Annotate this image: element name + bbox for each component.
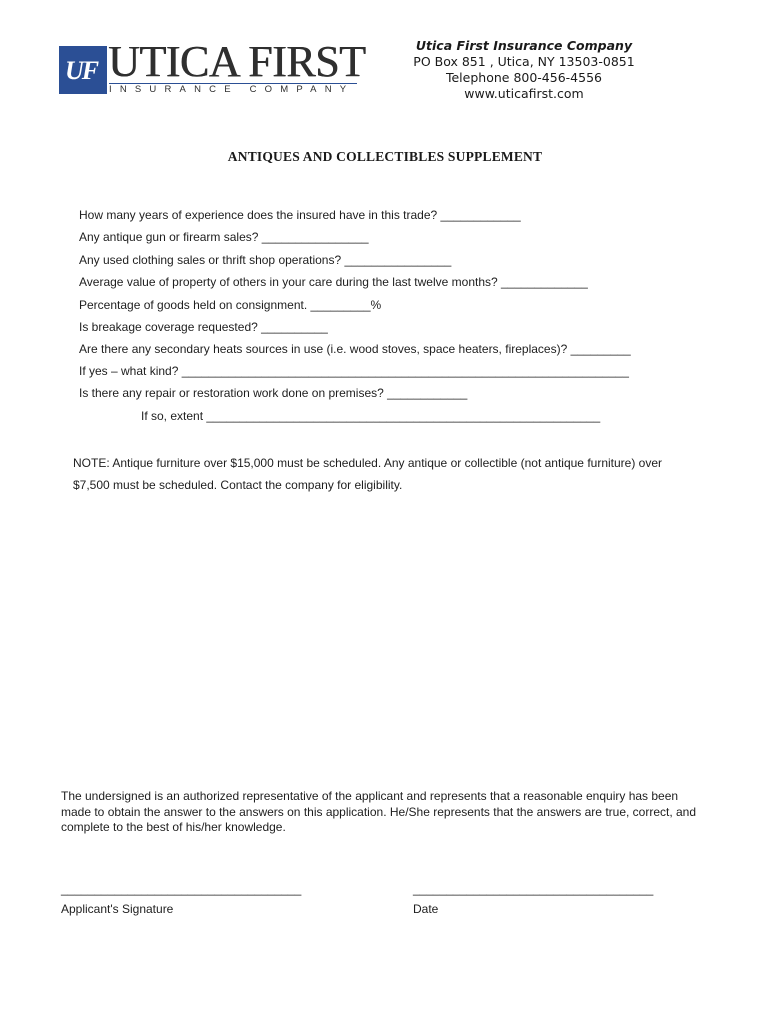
- company-telephone: Telephone 800-456-4556: [445, 70, 602, 85]
- date-field[interactable]: ____________________________________: [413, 882, 654, 896]
- question-secondary-heat[interactable]: Are there any secondary heats sources in use (i.e. wood stoves, space heaters, fireplaces)? _________: [79, 342, 631, 356]
- scheduling-note: [73, 452, 713, 496]
- question-heat-kind[interactable]: If yes – what kind? ___________________________________________________________________: [79, 364, 629, 378]
- applicant-signature-field[interactable]: ____________________________________: [61, 882, 302, 896]
- document-title: ANTIQUES AND COLLECTIBLES SUPPLEMENT: [227, 149, 543, 164]
- question-used-clothing[interactable]: Any used clothing sales or thrift shop operations? ________________: [79, 253, 452, 267]
- attestation-paragraph: The undersigned is an authorized representative of the applicant and represents that a reasonable enquiry has been made to obtain the answer to the answers on this application. He/She represents that the answers are true, correct, and complete to the best of his/her knowledge.: [61, 789, 697, 834]
- company-logo: [59, 37, 366, 96]
- question-consignment[interactable]: Percentage of goods held on consignment. _________%: [79, 298, 382, 312]
- logo-mark: [59, 46, 107, 94]
- question-property-value[interactable]: Average value of property of others in your care during the last twelve months? _____________: [79, 275, 588, 289]
- logo-mark-letters: UF: [65, 56, 98, 85]
- applicant-signature-label: Applicant's Signature: [61, 902, 174, 916]
- question-firearm-sales[interactable]: Any antique gun or firearm sales? ________________: [79, 230, 369, 244]
- logo-wordmark: UTICA FIRST: [108, 37, 366, 86]
- note-line-2: $7,500 must be scheduled. Contact the company for eligibility.: [73, 478, 403, 492]
- question-breakage-coverage[interactable]: Is breakage coverage requested? __________: [79, 320, 328, 334]
- question-years-experience[interactable]: How many years of experience does the insured have in this trade? ____________: [79, 208, 521, 222]
- company-website[interactable]: www.uticafirst.com: [464, 86, 584, 101]
- date-label: Date: [413, 902, 439, 916]
- company-address: PO Box 851 , Utica, NY 13503-0851: [413, 54, 635, 69]
- note-line-1: NOTE: Antique furniture over $15,000 must be scheduled. Any antique or collectible (not antique furniture) over: [73, 456, 663, 470]
- company-contact-block: [400, 38, 648, 102]
- question-repair-extent[interactable]: If so, extent ___________________________________________________________: [141, 409, 601, 423]
- logo-tagline: INSURANCE COMPANY: [109, 83, 357, 95]
- question-repair-work[interactable]: Is there any repair or restoration work done on premises? ____________: [79, 386, 468, 400]
- company-name: Utica First Insurance Company: [415, 38, 633, 53]
